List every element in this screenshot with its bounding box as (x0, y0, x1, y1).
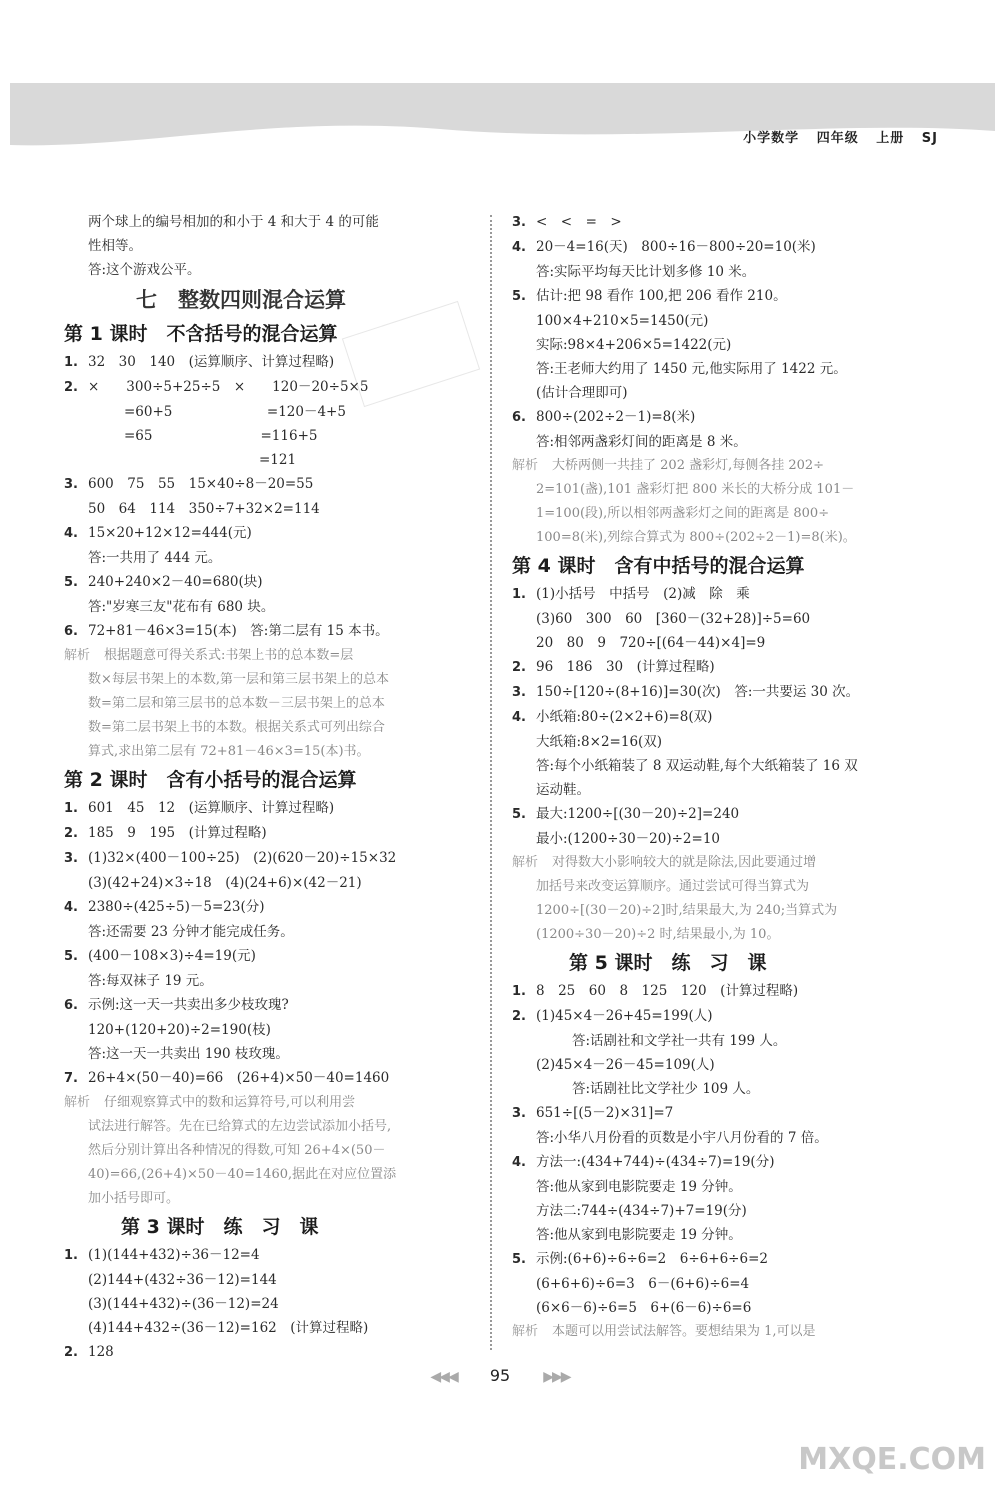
answer-line (512, 1053, 932, 1077)
lesson-heading: 第 3 课时 练 习 课 (64, 1216, 319, 1238)
line-text: 100×4+210×5=1450(元) (536, 313, 709, 329)
explanation-line (64, 1187, 479, 1211)
answer-line (64, 993, 479, 1018)
line-text: 答:实际平均每天比计划多修 10 米。 (536, 264, 756, 280)
line-text: 答:一共用了 444 元。 (88, 550, 222, 566)
answer-line (64, 1268, 479, 1292)
line-text: (400－108×3)÷4=19(元) (88, 948, 256, 964)
line-text: 2=101(盏),101 盏彩灯把 800 米长的大桥分成 101－ (536, 482, 855, 497)
line-text: 然后分别计算出各种情况的得数,可知 26+4×(50－ (88, 1143, 386, 1158)
lesson-heading: 第 5 课时 练 习 课 (512, 952, 767, 974)
answer-line (64, 570, 479, 595)
line-text: 小纸箱:80÷(2×2+6)=8(双) (536, 709, 713, 725)
line-text: 答:话剧社和文学社一共有 199 人。 (572, 1033, 787, 1049)
line-text: (1)小括号 中括号 (2)减 除 乘 (536, 586, 750, 602)
line-text: (估计合理即可) (536, 385, 628, 401)
answer-line (64, 424, 479, 448)
answer-line (512, 680, 932, 705)
line-text: 128 (88, 1344, 114, 1360)
answer-line (512, 730, 932, 754)
answer-line (512, 582, 932, 607)
line-text: 加括号来改变运算顺序。通过尝试可得当算式为 (536, 879, 810, 894)
watermark-logo: MXQE.COM (798, 1442, 986, 1477)
answer-line (64, 895, 479, 920)
line-text: 答:这一天一共卖出 190 枝玫瑰。 (88, 1046, 289, 1062)
item-number: 6. (64, 998, 78, 1013)
line-text: 答:还需要 23 分钟才能完成任务。 (88, 924, 294, 940)
line-text: 加小括号即可。 (88, 1191, 180, 1206)
next-arrows-icon: ▶▶▶ (543, 1369, 570, 1385)
line-text: 651÷[(5－2)×31]=7 (536, 1105, 674, 1121)
answer-line (64, 619, 479, 644)
header-volume: 上册 (876, 131, 905, 146)
explanation-line (64, 644, 479, 668)
answer-line (512, 1175, 932, 1199)
prev-arrows-icon: ◀◀◀ (430, 1369, 457, 1385)
explanation-line (512, 502, 932, 526)
lesson-heading: 第 2 课时 含有小括号的混合运算 (64, 769, 357, 791)
left-column (64, 210, 479, 1365)
item-number: 6. (64, 624, 78, 639)
explanation-line (512, 1320, 932, 1344)
line-text: 150÷[120÷(8+16)]=30(次) 答:一共要运 30 次。 (536, 684, 860, 700)
answer-line (512, 1126, 932, 1150)
line-text: 40)=66,(26+4)×50－40=1460,据此在对应位置添 (88, 1167, 397, 1182)
explanation-tag: 解析 (64, 648, 91, 663)
line-text: (1)45×4－26+45=199(人) (536, 1008, 713, 1024)
chapter-title: 七 整数四则混合运算 (136, 288, 346, 312)
line-text: 试法进行解答。先在已给算式的左边尝试添加小括号, (88, 1119, 392, 1134)
answer-line (512, 1077, 932, 1101)
explanation-tag: 解析 (64, 1095, 91, 1110)
line-text: 对得数大小影响较大的就是除法,因此要通过增 (552, 855, 817, 870)
line-text: (1200÷30－20)÷2 时,结果最小,为 10。 (536, 927, 780, 942)
line-text: 示例:这一天一共卖出多少枝玫瑰? (88, 997, 289, 1013)
item-number: 5. (64, 949, 78, 964)
answer-line (512, 260, 932, 284)
line-text: 1=100(段),所以相邻两盏彩灯之间的距离是 800÷ (536, 506, 830, 521)
line-text: 数=第二层书架上书的本数。根据关系式可列出综合 (88, 720, 385, 735)
item-number: 5. (512, 1252, 526, 1267)
explanation-line (64, 1139, 479, 1163)
answer-line (64, 497, 479, 521)
answer-line (64, 969, 479, 993)
explanation-line (512, 875, 932, 899)
explanation-line (64, 1163, 479, 1187)
item-number: 1. (512, 587, 526, 602)
answer-line (64, 546, 479, 570)
item-number: 3. (512, 215, 526, 230)
item-number: 4. (512, 1155, 526, 1170)
explanation-line (512, 851, 932, 875)
line-text: 本题可以用尝试法解答。要想结果为 1,可以是 (552, 1324, 816, 1339)
item-number: 4. (512, 710, 526, 725)
item-number: 7. (64, 1071, 78, 1086)
line-text: 答:小华八月份看的页数是小宇八月份看的 7 倍。 (536, 1130, 828, 1146)
header-subject: 小学数学 (743, 131, 800, 146)
line-text: 240+240×2－40=680(块) (88, 574, 263, 590)
line-text: 32 30 140 (运算顺序、计算过程略) (88, 354, 335, 370)
answer-line (512, 1029, 932, 1053)
line-text: 50 64 114 350÷7+32×2=114 (88, 501, 320, 517)
line-text: 算式,求出第二层有 72+81－46×3=15(本)书。 (88, 744, 370, 759)
line-text: 方法二:744÷(434÷7)+7=19(分) (536, 1203, 747, 1219)
answer-line (512, 655, 932, 680)
line-text: (6×6－6)÷6=5 6+(6－6)÷6=6 (536, 1300, 752, 1316)
answer-line (512, 979, 932, 1004)
answer-line (64, 472, 479, 497)
line-text: (6+6+6)÷6=3 6－(6+6)÷6=4 (536, 1276, 750, 1292)
explanation-line (64, 692, 479, 716)
item-number: 3. (64, 851, 78, 866)
item-number: 1. (64, 801, 78, 816)
answer-line (512, 754, 932, 778)
explanation-line (64, 1115, 479, 1139)
answer-line (512, 333, 932, 357)
answer-line (64, 1340, 479, 1365)
item-number: 5. (512, 807, 526, 822)
answer-line (64, 1292, 479, 1316)
line-text: 601 45 12 (运算顺序、计算过程略) (88, 800, 335, 816)
answer-line (64, 920, 479, 944)
line-text: 1200÷[(30－20)÷2]时,结果最大,为 240;当算式为 (536, 903, 838, 918)
answer-line (64, 521, 479, 546)
answer-line (64, 1018, 479, 1042)
explanation-line (512, 478, 932, 502)
item-number: 1. (64, 1248, 78, 1263)
line-text: 答:"岁寒三友"花布有 680 块。 (88, 599, 275, 615)
line-text: 数=第二层和第三层书的总本数－三层书架上的总本 (88, 696, 385, 711)
item-number: 2. (512, 660, 526, 675)
line-text: 答:相邻两盏彩灯间的距离是 8 米。 (536, 434, 747, 450)
answer-line (64, 448, 479, 472)
answer-line (512, 1199, 932, 1223)
line-text: 性相等。 (88, 238, 142, 254)
item-number: 1. (64, 355, 78, 370)
line-text: 185 9 195 (计算过程略) (88, 825, 267, 841)
answer-line (64, 846, 479, 871)
line-text: 最小:(1200÷30－20)÷2=10 (536, 831, 720, 847)
line-text: 2380÷(425÷5)－5=23(分) (88, 899, 265, 915)
answer-line (64, 1042, 479, 1066)
right-column (512, 210, 932, 1344)
item-number: 2. (64, 826, 78, 841)
answer-line (512, 210, 932, 235)
line-text: (2)144+(432÷36－12)=144 (88, 1272, 277, 1288)
answer-line (512, 284, 932, 309)
page-header (731, 127, 938, 146)
line-text: 15×20+12×12=444(元) (88, 525, 252, 541)
line-text: 数×每层书架上的本数,第一层和第三层书架上的总本 (88, 672, 390, 687)
line-text: 根据题意可得关系式:书架上书的总本数=层 (104, 648, 354, 663)
explanation-tag: 解析 (512, 458, 539, 473)
explanation-line (64, 716, 479, 740)
line-text: 示例:(6+6)÷6÷6=2 6÷6+6÷6=2 (536, 1251, 768, 1267)
item-number: 5. (64, 575, 78, 590)
line-text: 答:每双袜子 19 元。 (88, 973, 213, 989)
explanation-line (512, 526, 932, 550)
explanation-line (64, 668, 479, 692)
item-number: 5. (512, 289, 526, 304)
item-number: 3. (64, 477, 78, 492)
answer-line (512, 1223, 932, 1247)
line-text: 20－4=16(天) 800÷16－800÷20=10(米) (536, 239, 816, 255)
line-text: 估计:把 98 看作 100,把 206 看作 210。 (536, 288, 787, 304)
line-text: 20 80 9 720÷[(64－44)×4]=9 (536, 635, 766, 651)
answer-line (64, 234, 479, 258)
line-text: 实际:98×4+206×5=1422(元) (536, 337, 732, 353)
explanation-tag: 解析 (512, 1324, 539, 1339)
answer-line (64, 871, 479, 895)
item-number: 4. (64, 900, 78, 915)
answer-line (512, 1272, 932, 1296)
line-text: 答:这个游戏公平。 (88, 262, 201, 278)
page-footer (0, 1366, 1000, 1385)
answer-line (512, 357, 932, 381)
answer-line (512, 1004, 932, 1029)
line-text: × 300÷5+25÷5 × 120－20÷5×5 (88, 379, 369, 395)
line-text: (3)(42+24)×3÷18 (4)(24+6)×(42－21) (88, 875, 362, 891)
item-number: 2. (64, 380, 78, 395)
answer-line (512, 235, 932, 260)
line-text: 最大:1200÷[(30－20)÷2]=240 (536, 806, 740, 822)
line-text: 100=8(米),列综合算式为 800÷(202÷2－1)=8(米)。 (536, 530, 856, 545)
explanation-line (64, 740, 479, 764)
line-text: 答:王老师大约用了 1450 元,他实际用了 1422 元。 (536, 361, 847, 377)
answer-line (512, 430, 932, 454)
answer-line (64, 375, 479, 400)
line-text: (3)(144+432)÷(36－12)=24 (88, 1296, 279, 1312)
answer-line (512, 607, 932, 631)
answer-line (64, 350, 479, 375)
item-number: 4. (512, 240, 526, 255)
line-text: (4)144+432÷(36－12)=162 (计算过程略) (88, 1320, 369, 1336)
line-text: 两个球上的编号相加的和小于 4 和大于 4 的可能 (88, 214, 379, 230)
answer-line (512, 381, 932, 405)
line-text: 72+81－46×3=15(本) 答:第二层有 15 本书。 (88, 623, 389, 639)
line-text: 600 75 55 15×40÷8－20=55 (88, 476, 314, 492)
column-divider (490, 215, 492, 1350)
answer-line (512, 1101, 932, 1126)
header-grade: 四年级 (816, 131, 859, 146)
lesson-heading: 第 1 课时 不含括号的混合运算 (64, 323, 338, 345)
answer-line (512, 1296, 932, 1320)
line-text: (1)32×(400－100÷25) (2)(620－20)÷15×32 (88, 850, 397, 866)
line-text: 96 186 30 (计算过程略) (536, 659, 715, 675)
line-text: < < = > (536, 214, 622, 230)
answer-line (64, 1066, 479, 1091)
answer-line (512, 802, 932, 827)
answer-line (64, 1243, 479, 1268)
line-text: 120+(120+20)÷2=190(枝) (88, 1022, 271, 1038)
page-number: 95 (489, 1366, 511, 1385)
line-text: 运动鞋。 (536, 782, 590, 798)
answer-line (64, 821, 479, 846)
answer-line (64, 258, 479, 282)
answer-line (64, 944, 479, 969)
line-text: (2)45×4－26－45=109(人) (536, 1057, 715, 1073)
answer-line (64, 796, 479, 821)
line-text: =65 =116+5 (124, 428, 318, 444)
answer-line (512, 631, 932, 655)
answer-line (512, 705, 932, 730)
answer-line (64, 400, 479, 424)
answer-line (64, 210, 479, 234)
answer-line (512, 778, 932, 802)
line-text: =60+5 =120－4+5 (124, 404, 346, 420)
explanation-line (512, 923, 932, 947)
line-text: 方法一:(434+744)÷(434÷7)=19(分) (536, 1154, 775, 1170)
lesson-heading: 第 4 课时 含有中括号的混合运算 (512, 555, 805, 577)
item-number: 6. (512, 410, 526, 425)
line-text: (1)(144+432)÷36－12=4 (88, 1247, 260, 1263)
line-text: =121 (124, 452, 297, 468)
answer-line (512, 1150, 932, 1175)
line-text: 答:话剧社比文学社少 109 人。 (572, 1081, 760, 1097)
item-number: 3. (512, 685, 526, 700)
item-number: 4. (64, 526, 78, 541)
line-text: 大桥两侧一共挂了 202 盏彩灯,每侧各挂 202÷ (552, 458, 825, 473)
answer-line (512, 827, 932, 851)
line-text: 仔细观察算式中的数和运算符号,可以利用尝 (104, 1095, 356, 1110)
line-text: 答:他从家到电影院要走 19 分钟。 (536, 1179, 742, 1195)
item-number: 3. (512, 1106, 526, 1121)
line-text: 800÷(202÷2－1)=8(米) (536, 409, 696, 425)
line-text: 答:每个小纸箱装了 8 双运动鞋,每个大纸箱装了 16 双 (536, 758, 858, 774)
explanation-tag: 解析 (512, 855, 539, 870)
line-text: 8 25 60 8 125 120 (计算过程略) (536, 983, 799, 999)
answer-line (512, 405, 932, 430)
explanation-line (64, 1091, 479, 1115)
answer-line (512, 309, 932, 333)
line-text: 26+4×(50－40)=66 (26+4)×50－40=1460 (88, 1070, 390, 1086)
answer-line (64, 1316, 479, 1340)
line-text: 答:他从家到电影院要走 19 分钟。 (536, 1227, 742, 1243)
item-number: 1. (512, 984, 526, 999)
line-text: (3)60 300 60 [360－(32+28)]÷5=60 (536, 611, 811, 627)
item-number: 2. (64, 1345, 78, 1360)
item-number: 2. (512, 1009, 526, 1024)
line-text: 大纸箱:8×2=16(双) (536, 734, 663, 750)
header-edition: SJ (921, 131, 938, 146)
explanation-line (512, 454, 932, 478)
answer-line (64, 595, 479, 619)
explanation-line (512, 899, 932, 923)
answer-line (512, 1247, 932, 1272)
